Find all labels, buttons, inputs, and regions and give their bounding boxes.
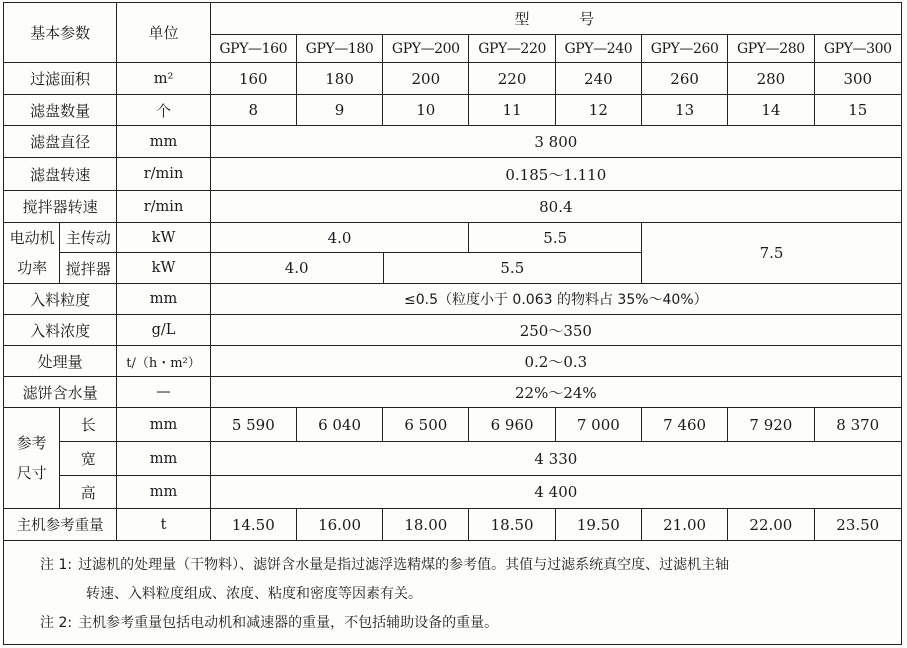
value-cell-shared: 7.5 xyxy=(641,223,901,284)
unit-cell: t/（h・m²） xyxy=(117,346,210,377)
unit-cell: kW xyxy=(117,253,210,284)
agitator-power-span xyxy=(210,253,641,284)
value-cell: 21.00 xyxy=(641,509,727,541)
value-cell: 260 xyxy=(641,63,727,95)
row-label-agitator-speed: 搅拌器转速 xyxy=(4,191,117,223)
unit-cell: mm xyxy=(117,442,210,476)
unit-cell: mm xyxy=(117,476,210,509)
specification-table xyxy=(3,2,902,645)
value-cell: 280 xyxy=(728,63,814,95)
note-2-label: 注 2: xyxy=(40,615,73,631)
value-cell: 14 xyxy=(728,95,814,126)
value-cell: 22.00 xyxy=(728,509,814,541)
model-header: GPY—280 xyxy=(728,35,814,63)
notes-row xyxy=(4,541,902,645)
model-header: GPY—180 xyxy=(296,35,382,63)
value-cell: 12 xyxy=(555,95,641,126)
note-2 xyxy=(18,609,891,638)
value-cell: 11 xyxy=(469,95,555,126)
agitator-power-split xyxy=(211,253,641,283)
model-header: GPY—160 xyxy=(210,35,296,63)
group-label-line: 功率 xyxy=(17,259,48,277)
value-cell: 18.00 xyxy=(383,509,469,541)
row-label-disc-diameter: 滤盘直径 xyxy=(4,126,117,158)
value-cell: 18.50 xyxy=(469,509,555,541)
note-2-text: 主机参考重量包括电动机和减速器的重量，不包括辅助设备的重量。 xyxy=(78,615,499,631)
value-cell: 4.0 xyxy=(211,253,384,283)
value-cell: 14.50 xyxy=(210,509,296,541)
value-cell: 0.185～1.110 xyxy=(210,158,901,191)
header-basic-params: 基本参数 xyxy=(4,3,117,63)
value-cell: 250～350 xyxy=(210,315,901,346)
value-cell: 4 330 xyxy=(210,442,901,476)
table-row xyxy=(4,346,902,377)
value-cell: 80.4 xyxy=(210,191,901,223)
value-cell: 7 920 xyxy=(728,408,814,442)
value-cell: 4 400 xyxy=(210,476,901,509)
value-cell: 4.0 xyxy=(210,223,469,253)
table-row xyxy=(4,442,902,476)
table-row xyxy=(4,95,902,126)
value-cell: 5.5 xyxy=(469,223,642,253)
unit-cell: mm xyxy=(117,284,210,315)
unit-cell: m² xyxy=(117,63,210,95)
value-cell: 240 xyxy=(555,63,641,95)
table-row xyxy=(4,509,902,541)
notes-cell xyxy=(4,541,902,645)
unit-cell: kW xyxy=(117,223,210,253)
row-label-capacity: 处理量 xyxy=(4,346,117,377)
row-label-width: 宽 xyxy=(60,442,117,476)
unit-cell: mm xyxy=(117,126,210,158)
table-row xyxy=(4,377,902,408)
table-row xyxy=(4,223,902,253)
value-cell: 3 800 xyxy=(210,126,901,158)
row-label-agitator: 搅拌器 xyxy=(60,253,117,284)
table-row xyxy=(4,284,902,315)
value-cell: 16.00 xyxy=(296,509,382,541)
header-type: 型 号 xyxy=(210,3,901,35)
note-1-line-1: 过滤机的处理量（干物料）、滤饼含水量是指过滤浮选精煤的参考值。其值与过滤系统真空度、过滤机主轴 xyxy=(78,557,730,573)
value-cell: 22%～24% xyxy=(210,377,901,408)
unit-cell: t xyxy=(117,509,210,541)
header-unit: 单位 xyxy=(117,3,210,63)
model-header: GPY—260 xyxy=(641,35,727,63)
value-cell: 180 xyxy=(296,63,382,95)
unit-cell: mm xyxy=(117,408,210,442)
value-cell: 13 xyxy=(641,95,727,126)
group-label-line: 参考 xyxy=(16,434,47,452)
row-label-feed-size: 入料粒度 xyxy=(4,284,117,315)
table-row xyxy=(4,126,902,158)
table-row xyxy=(4,158,902,191)
value-cell: 7 460 xyxy=(641,408,727,442)
value-cell: 6 040 xyxy=(296,408,382,442)
table-row xyxy=(4,408,902,442)
row-label-disc-count: 滤盘数量 xyxy=(4,95,117,126)
table-row xyxy=(4,63,902,95)
unit-cell: r/min xyxy=(117,158,210,191)
note-1 xyxy=(18,551,891,580)
unit-cell: 个 xyxy=(117,95,210,126)
value-cell: 9 xyxy=(296,95,382,126)
table-row xyxy=(4,315,902,346)
value-cell: 300 xyxy=(814,63,901,95)
note-1-continued xyxy=(18,580,891,609)
value-cell: 7 000 xyxy=(555,408,641,442)
unit-cell: r/min xyxy=(117,191,210,223)
group-label-line: 电动机 xyxy=(9,229,55,247)
row-label-length: 长 xyxy=(60,408,117,442)
value-cell: 23.50 xyxy=(814,509,901,541)
value-cell: 8 370 xyxy=(814,408,901,442)
row-group-motor-power xyxy=(4,223,60,284)
unit-cell: g/L xyxy=(117,315,210,346)
table-row xyxy=(4,191,902,223)
note-1-line-2: 转速、入料粒度组成、浓度、粘度和密度等因素有关。 xyxy=(86,586,422,602)
value-cell: 6 960 xyxy=(469,408,555,442)
unit-cell: — xyxy=(117,377,210,408)
row-label-main-drive: 主传动 xyxy=(60,223,117,253)
value-cell: 15 xyxy=(814,95,901,126)
row-label-disc-speed: 滤盘转速 xyxy=(4,158,117,191)
row-label-area: 过滤面积 xyxy=(4,63,117,95)
model-header: GPY—200 xyxy=(383,35,469,63)
row-group-dimensions xyxy=(4,408,60,509)
value-cell: 0.2～0.3 xyxy=(210,346,901,377)
header-row-1 xyxy=(4,3,902,35)
value-cell: 160 xyxy=(210,63,296,95)
row-label-cake-moisture: 滤饼含水量 xyxy=(4,377,117,408)
value-cell: 5 590 xyxy=(210,408,296,442)
value-cell: 220 xyxy=(469,63,555,95)
value-cell: 200 xyxy=(383,63,469,95)
row-label-weight: 主机参考重量 xyxy=(4,509,117,541)
value-cell: 10 xyxy=(383,95,469,126)
value-cell: 5.5 xyxy=(500,259,525,277)
model-header: GPY—220 xyxy=(469,35,555,63)
group-label-line: 尺寸 xyxy=(16,464,47,482)
model-header: GPY—300 xyxy=(814,35,901,63)
table-row xyxy=(4,476,902,509)
note-1-label: 注 1: xyxy=(40,557,73,573)
value-cell: 19.50 xyxy=(555,509,641,541)
row-label-height: 高 xyxy=(60,476,117,509)
value-cell: ≤0.5（粒度小于 0.063 的物料占 35%～40%） xyxy=(210,284,901,315)
value-cell: 6 500 xyxy=(383,408,469,442)
model-header: GPY—240 xyxy=(555,35,641,63)
value-cell: 8 xyxy=(210,95,296,126)
row-label-feed-concentration: 入料浓度 xyxy=(4,315,117,346)
